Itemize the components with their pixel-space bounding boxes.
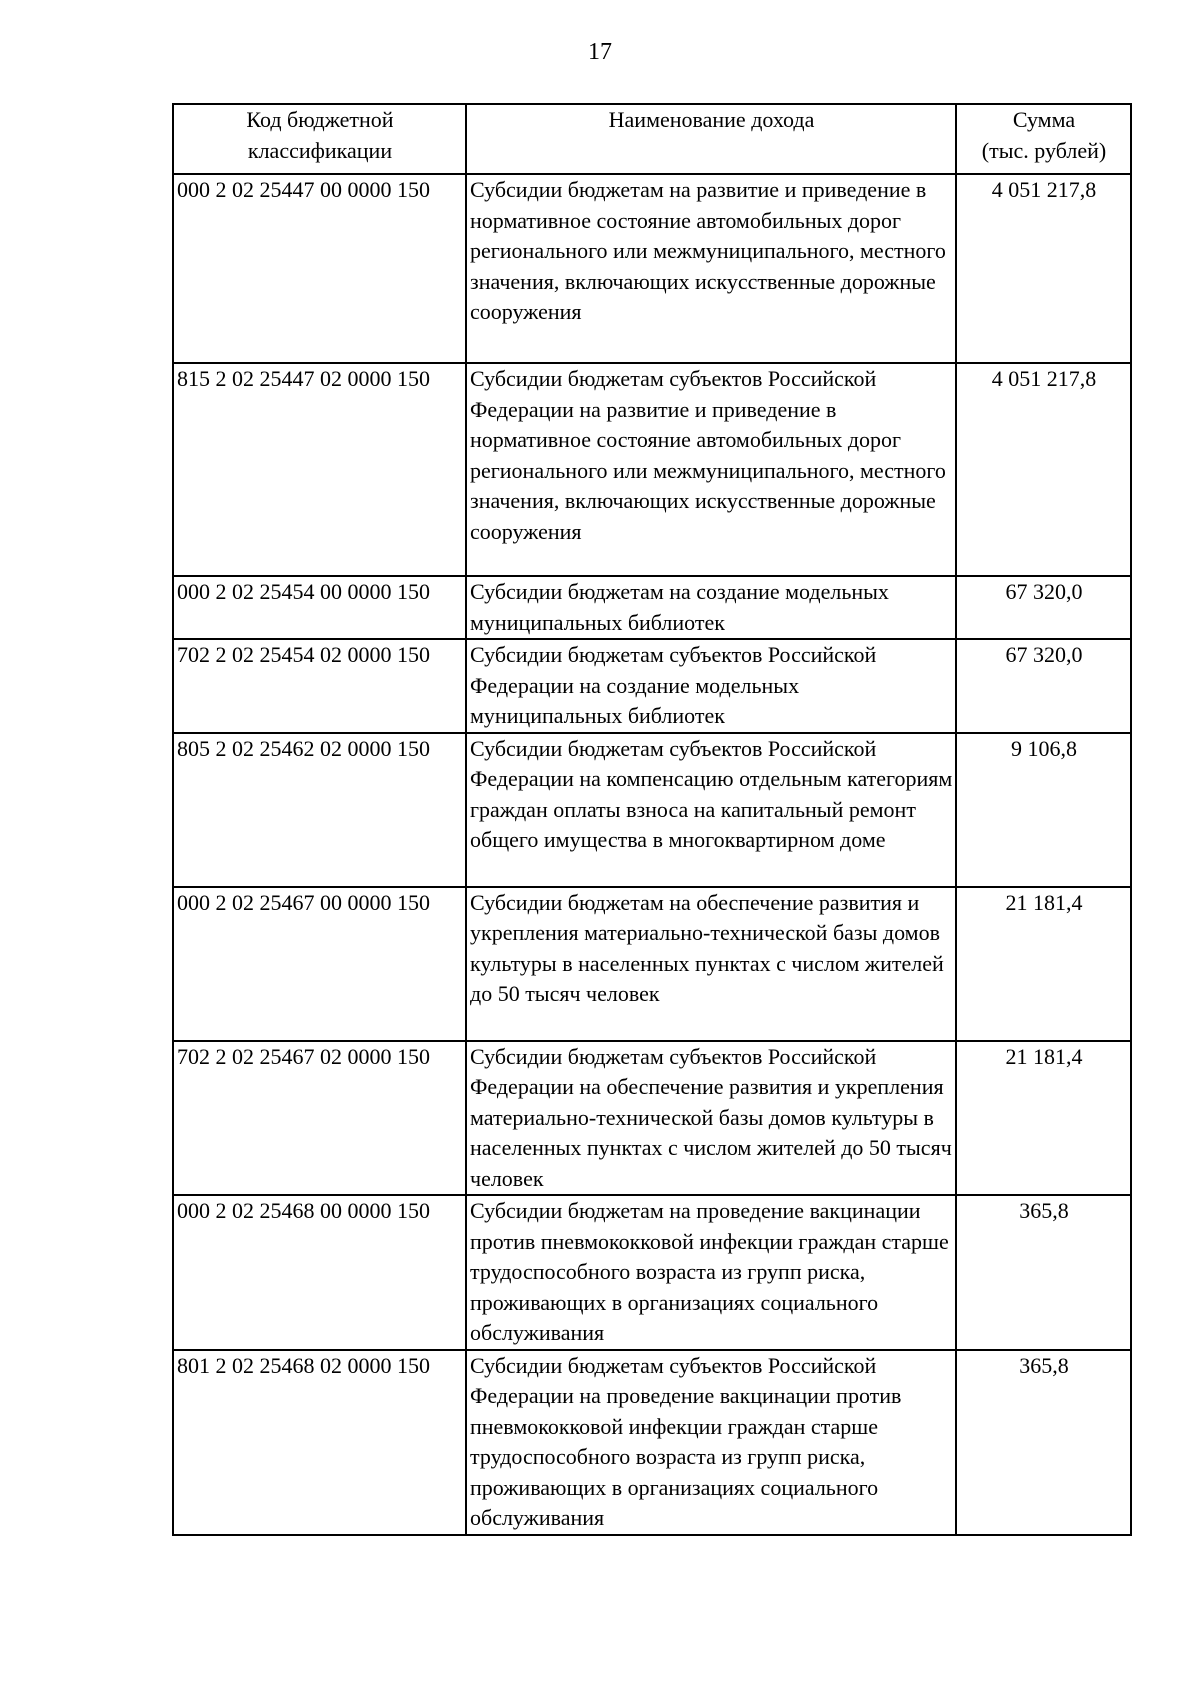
- row-name: Субсидии бюджетам субъектов Российской Федерации на проведение вакцинации против пневмококковой инфекции граждан старше трудоспособного возраста из групп риска, проживающих в организациях социального обслуживания: [466, 1350, 956, 1535]
- header-code-line-2: классификации: [247, 137, 393, 163]
- table-row: [173, 576, 1131, 639]
- row-name: Субсидии бюджетам субъектов Российской Федерации на компенсацию отдельным категориям граждан оплаты взноса на капитальный ремонт общего имущества в многоквартирном доме: [466, 733, 956, 887]
- row-code: 000 2 02 25454 00 0000 150: [173, 576, 466, 639]
- page-number: 17: [588, 39, 612, 65]
- row-name: Субсидии бюджетам на проведение вакцинации против пневмококковой инфекции граждан старше трудоспособного возраста из групп риска, проживающих в организациях социального обслуживания: [466, 1195, 956, 1350]
- row-sum: 67 320,0: [956, 576, 1131, 639]
- row-name: Субсидии бюджетам субъектов Российской Федерации на развитие и приведение в нормативное состояние автомобильных дорог регионального или межмуниципального, местного значения, включающих искусственные дорожные сооружения: [466, 363, 956, 576]
- row-code: 702 2 02 25454 02 0000 150: [173, 639, 466, 733]
- row-code: 000 2 02 25447 00 0000 150: [173, 174, 466, 363]
- row-code: 000 2 02 25468 00 0000 150: [173, 1195, 466, 1350]
- row-sum: 67 320,0: [956, 639, 1131, 733]
- row-sum: 365,8: [956, 1195, 1131, 1350]
- header-sum: [956, 104, 1131, 174]
- row-code: 801 2 02 25468 02 0000 150: [173, 1350, 466, 1535]
- table-row: [173, 174, 1131, 363]
- header-code: [173, 104, 466, 174]
- table-row: [173, 887, 1131, 1041]
- row-code: 000 2 02 25467 00 0000 150: [173, 887, 466, 1041]
- table-row: [173, 1195, 1131, 1350]
- table-header-row: [173, 104, 1131, 174]
- row-sum: 21 181,4: [956, 1041, 1131, 1196]
- budget-revenue-table: [172, 103, 1132, 1536]
- row-code: 805 2 02 25462 02 0000 150: [173, 733, 466, 887]
- row-sum: 365,8: [956, 1350, 1131, 1535]
- row-sum: 21 181,4: [956, 887, 1131, 1041]
- row-sum: 9 106,8: [956, 733, 1131, 887]
- row-name: Субсидии бюджетам на развитие и приведение в нормативное состояние автомобильных дорог регионального или межмуниципального, местного значения, включающих искусственные дорожные сооружения: [466, 174, 956, 363]
- header-name: [466, 104, 956, 174]
- table-row: [173, 639, 1131, 733]
- header-name-line-1: Наименование дохода: [608, 107, 815, 132]
- row-code: 702 2 02 25467 02 0000 150: [173, 1041, 466, 1196]
- header-sum-line-1: Сумма: [1012, 107, 1076, 132]
- table-row: [173, 363, 1131, 576]
- header-code-line-1: Код бюджетной: [246, 107, 394, 132]
- row-name: Субсидии бюджетам субъектов Российской Федерации на создание модельных муниципальных библиотек: [466, 639, 956, 733]
- table-row: [173, 1041, 1131, 1196]
- header-sum-line-2: (тыс. рублей): [981, 137, 1107, 163]
- row-code: 815 2 02 25447 02 0000 150: [173, 363, 466, 576]
- table-row: [173, 733, 1131, 887]
- row-name: Субсидии бюджетам на создание модельных муниципальных библиотек: [466, 576, 956, 639]
- row-sum: 4 051 217,8: [956, 174, 1131, 363]
- row-name: Субсидии бюджетам субъектов Российской Федерации на обеспечение развития и укрепления материально-технической базы домов культуры в населенных пунктах с числом жителей до 50 тысяч человек: [466, 1041, 956, 1196]
- row-sum: 4 051 217,8: [956, 363, 1131, 576]
- table-row: [173, 1350, 1131, 1535]
- row-name: Субсидии бюджетам на обеспечение развития и укрепления материально-технической базы домов культуры в населенных пунктах с числом жителей до 50 тысяч человек: [466, 887, 956, 1041]
